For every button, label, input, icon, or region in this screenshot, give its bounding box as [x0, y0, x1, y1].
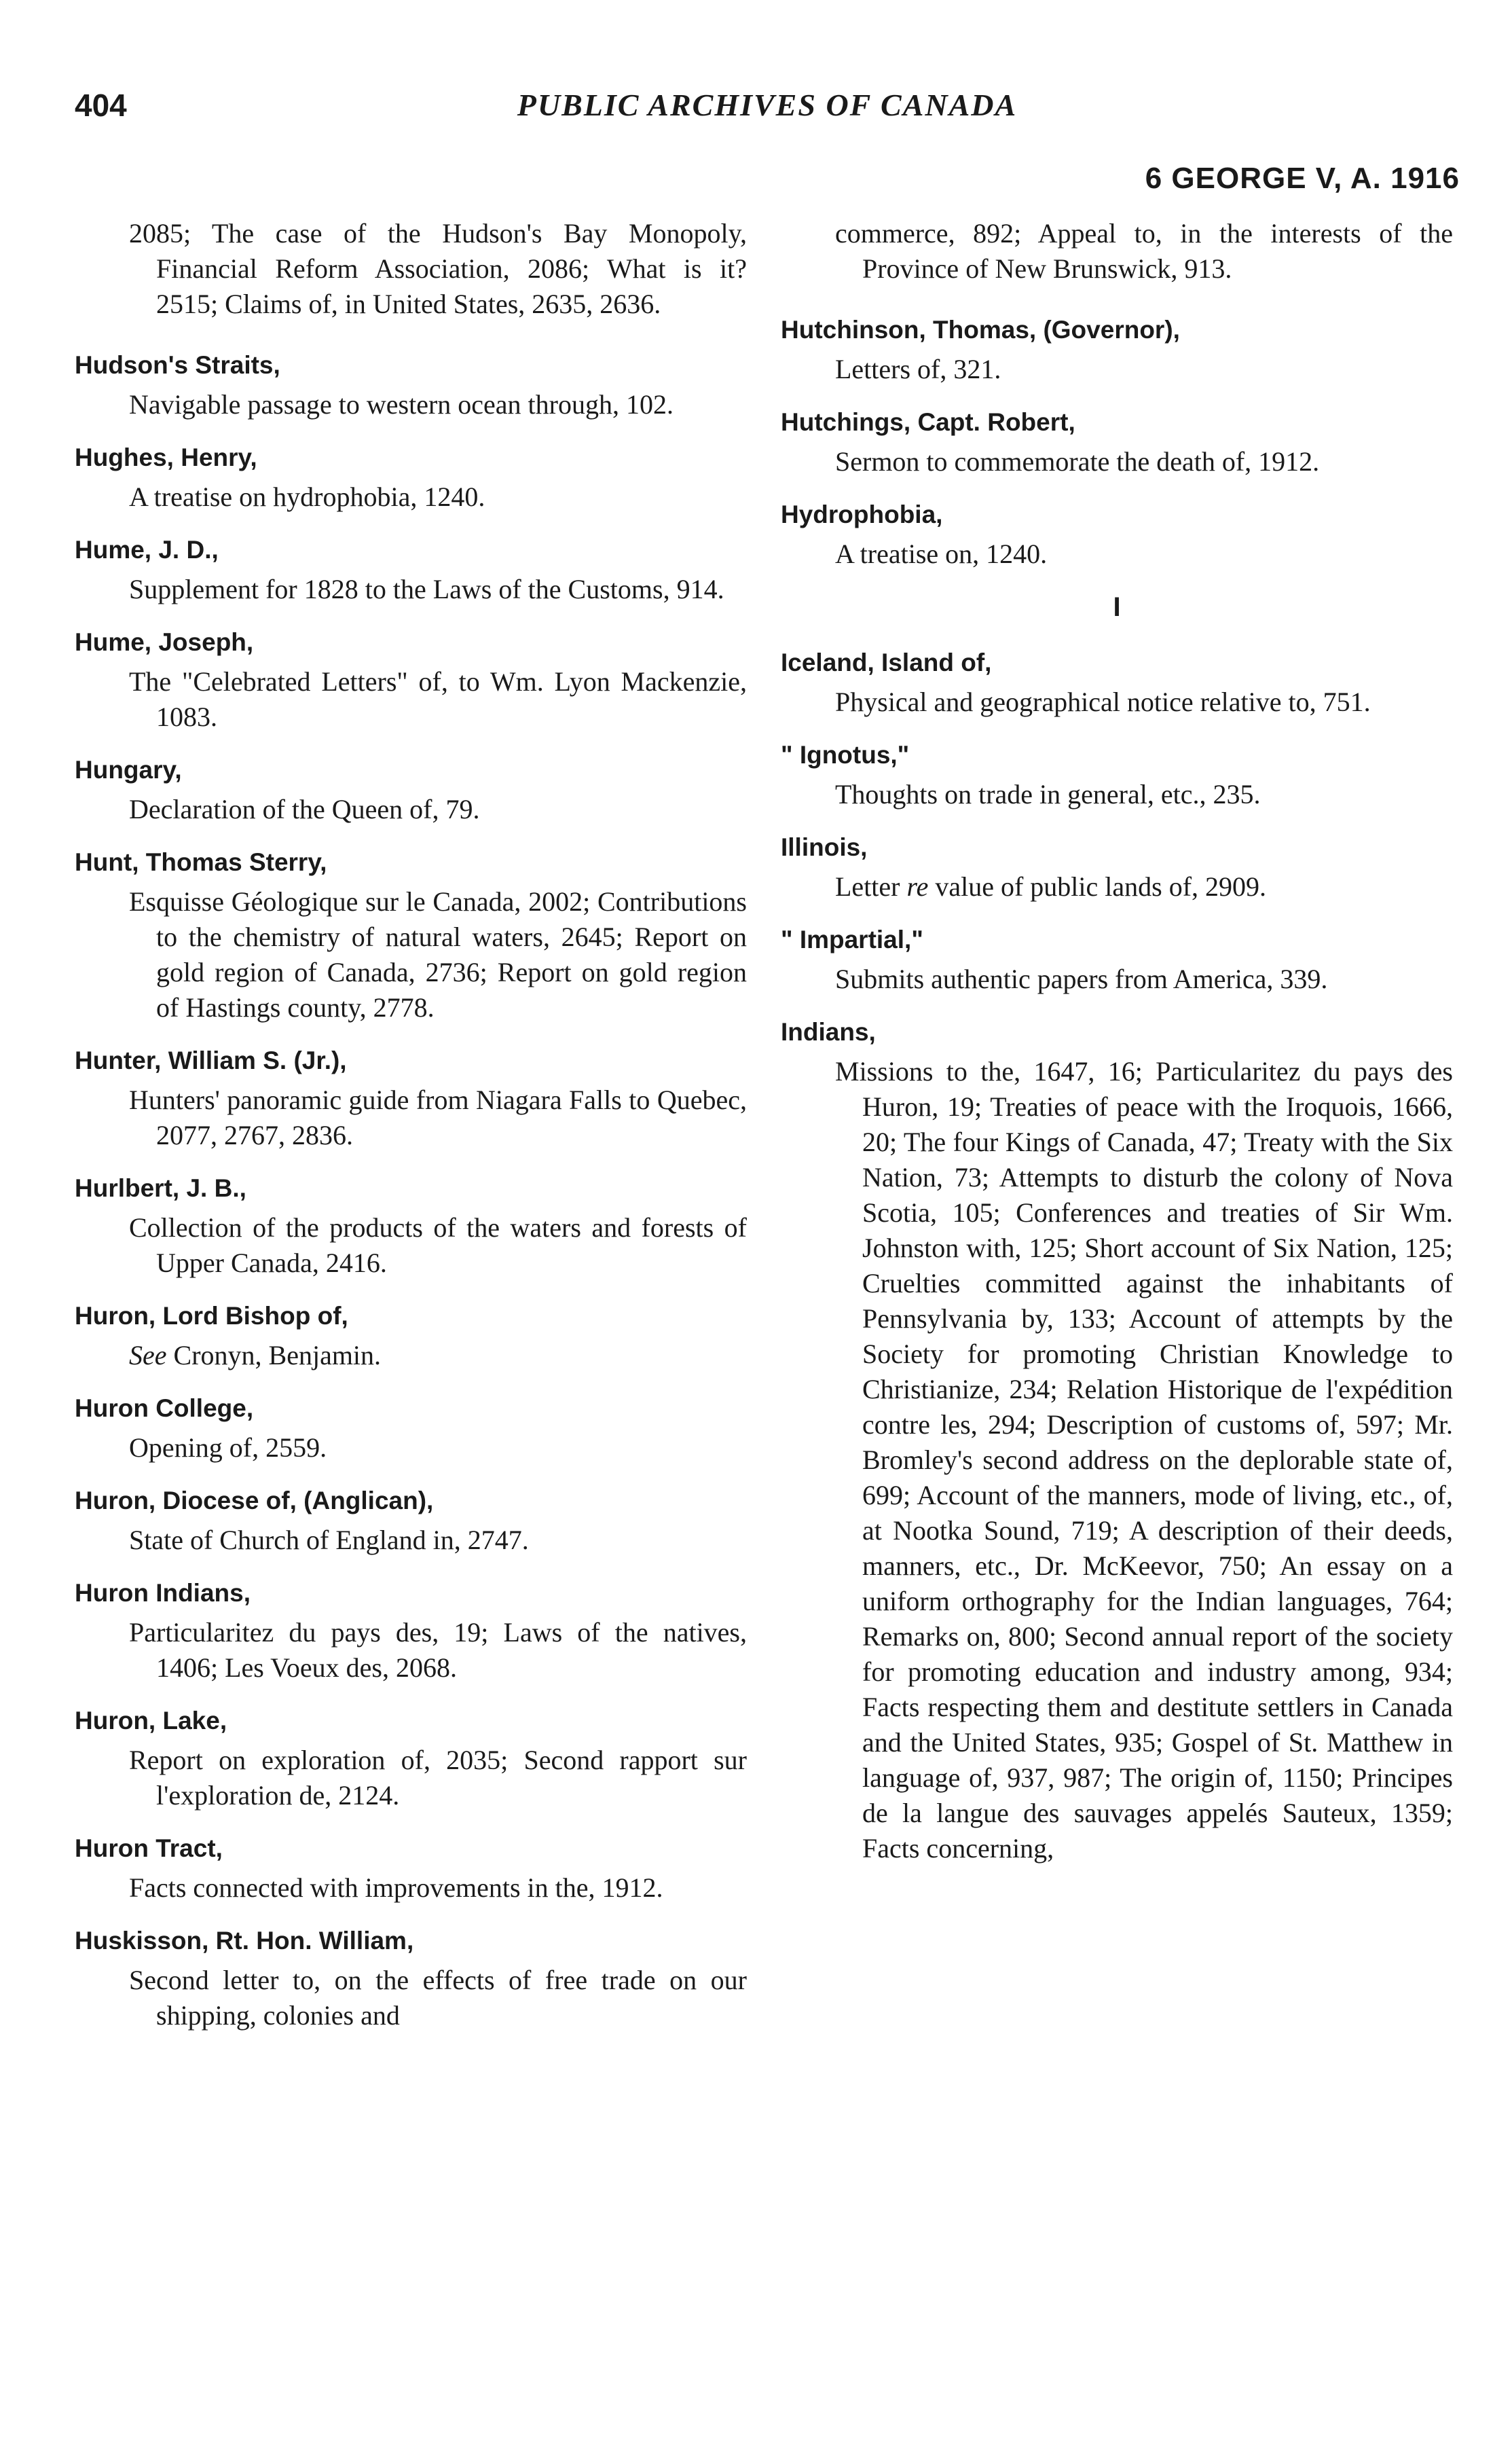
entry-heading: Huskisson, Rt. Hon. William,: [75, 1927, 414, 1955]
entry-heading: Huron College,: [75, 1394, 254, 1422]
index-entry: [781, 497, 1453, 572]
index-entry: [75, 1043, 747, 1153]
entry-heading: Huron, Lake,: [75, 1707, 227, 1734]
entry-text-part: value of public lands of, 2909.: [935, 871, 1267, 902]
index-entry: [75, 625, 747, 735]
entry-text: Facts connected with improvements in the, 1912.: [129, 1872, 663, 1903]
entry-heading: Indians,: [781, 1018, 876, 1046]
entry-text: Letters of, 321.: [835, 354, 1001, 384]
index-entry: [75, 1391, 747, 1466]
page-header: [75, 87, 1460, 195]
entry-text: Submits authentic papers from America, 339.: [835, 964, 1328, 994]
see-reference: See: [129, 1340, 167, 1370]
entry-heading: Hungary,: [75, 756, 182, 784]
entry-text: Collection of the products of the waters and forests of Upper Canada, 2416.: [129, 1212, 747, 1278]
index-entry: [75, 1298, 747, 1373]
right-column: [781, 216, 1453, 1884]
entry-text: Report on exploration of, 2035; Second rapport sur l'exploration de, 2124.: [129, 1745, 747, 1811]
entry-text: Hunters' panoramic guide from Niagara Falls to Quebec, 2077, 2767, 2836.: [129, 1085, 747, 1150]
entry-heading: " Impartial,": [781, 926, 923, 953]
entry-heading: Huron, Lord Bishop of,: [75, 1302, 348, 1330]
entry-text-part: Letter: [835, 871, 900, 902]
entry-heading: Hughes, Henry,: [75, 443, 257, 471]
index-entry: [75, 1923, 747, 2033]
entry-text: Second letter to, on the effects of free trade on our shipping, colonies and: [129, 1965, 747, 2031]
index-entry: [75, 1703, 747, 1813]
index-entry: [781, 922, 1453, 997]
entry-text: Missions to the, 1647, 16; Particularitez du pays des Huron, 19; Treaties of peace with the Iroquois, 1666, 20; The four Kings of Canada, 47; Treaty with the Six Nation, 73; Attempts to disturb the colony of Nova Scotia, 105; Conferences and treaties of Sir Wm. Johnston with, 125; Short account of Six Nation, 125; Cruelties committed against the inhabitants of Pennsylvania by, 133; Account of attempts by the Society for promoting Christian Knowledge to Christianize, 234; Relation Historique de l'expédition contre les, 294; Description of customs of, 597; Mr. Bromley's second address on the deplorable state of, 699; Account of the manners, mode of living, etc., of, at Nootka Sound, 719; A description of their deeds, manners, etc., Dr. McKeevor, 750; An essay on a uniform orthography for the Indian languages, 764; Remarks on, 800; Second annual report of the society for promoting education and industry among, 934; Facts respecting them and destitute settlers in Canada and the United States, 935; Gospel of St. Matthew in language of, 937, 987; The origin of, 1150; Principes de la langue des sauvages appelés Sauteux, 1359; Facts concerning,: [835, 1056, 1453, 1864]
entry-text: Esquisse Géologique sur le Canada, 2002; Contributions to the chemistry of natural waters, 2645; Report on gold region of Canada, 2736; Report on gold region of Hastings county, 2778.: [129, 886, 747, 1023]
entry-text: Physical and geographical notice relative to, 751.: [835, 687, 1371, 717]
entry-heading: Iceland, Island of,: [781, 649, 992, 676]
entry-text: Declaration of the Queen of, 79.: [129, 794, 480, 824]
continued-entry: [75, 216, 747, 322]
index-entry: [75, 845, 747, 1025]
entry-heading: Hume, J. D.,: [75, 536, 219, 564]
entry-heading: Hunter, William S. (Jr.),: [75, 1047, 347, 1074]
index-entry: [75, 1171, 747, 1281]
entry-text: commerce, 892; Appeal to, in the interests of the Province of New Brunswick, 913.: [835, 218, 1453, 284]
entry-heading: Illinois,: [781, 833, 868, 861]
continued-entry: [781, 216, 1453, 287]
entry-heading: Hurlbert, J. B.,: [75, 1174, 246, 1202]
entry-text: Thoughts on trade in general, etc., 235.: [835, 779, 1261, 810]
page-number: 404: [75, 88, 127, 123]
entry-heading: " Ignotus,": [781, 741, 910, 769]
entry-text: Supplement for 1828 to the Laws of the Customs, 914.: [129, 574, 724, 604]
index-entry: [781, 830, 1453, 905]
index-entry: [781, 1015, 1453, 1866]
entry-heading: Hutchings, Capt. Robert,: [781, 408, 1075, 436]
entry-heading: Hume, Joseph,: [75, 628, 254, 656]
entry-heading: Hydrophobia,: [781, 501, 943, 528]
entry-heading: Huron Tract,: [75, 1834, 223, 1862]
index-entry: [75, 1576, 747, 1686]
entry-text: 2085; The case of the Hudson's Bay Monopoly, Financial Reform Association, 2086; What is it? 2515; Claims of, in United States, 2635, 2636.: [129, 218, 747, 319]
entry-text: Particularitez du pays des, 19; Laws of the natives, 1406; Les Voeux des, 2068.: [129, 1617, 747, 1683]
entry-heading: Huron Indians,: [75, 1579, 251, 1607]
session-mark: 6 GEORGE V, A. 1916: [1145, 162, 1460, 195]
entry-heading: Hunt, Thomas Sterry,: [75, 848, 327, 876]
entry-heading: Hutchinson, Thomas, (Governor),: [781, 316, 1180, 344]
index-entry: [75, 532, 747, 607]
index-entry: [75, 1483, 747, 1558]
entry-text: Navigable passage to western ocean through, 102.: [129, 389, 674, 420]
index-entry: [75, 440, 747, 515]
entry-text: [808, 869, 1453, 905]
see-target: Cronyn, Benjamin.: [173, 1340, 382, 1370]
section-letter: I: [1113, 592, 1121, 622]
entry-text: A treatise on hydrophobia, 1240.: [129, 481, 485, 512]
index-entry: [781, 312, 1453, 387]
index-entry: [781, 405, 1453, 479]
index-entry: [75, 348, 747, 422]
left-column: [75, 216, 747, 2051]
entry-text: The "Celebrated Letters" of, to Wm. Lyon Mackenzie, 1083.: [129, 666, 747, 732]
entry-text: [102, 1338, 747, 1373]
entry-text: Sermon to commemorate the death of, 1912.: [835, 446, 1320, 477]
entry-heading: Huron, Diocese of, (Anglican),: [75, 1487, 434, 1514]
entry-text: Opening of, 2559.: [129, 1432, 327, 1463]
index-entry: [75, 752, 747, 827]
index-entry: [781, 738, 1453, 812]
index-entry: [75, 1831, 747, 1906]
entry-text: State of Church of England in, 2747.: [129, 1525, 529, 1555]
index-entry: [781, 645, 1453, 720]
entry-text: A treatise on, 1240.: [835, 539, 1048, 569]
running-title: PUBLIC ARCHIVES OF CANADA: [517, 88, 1018, 122]
entry-text-italic: re: [906, 871, 929, 902]
entry-heading: Hudson's Straits,: [75, 351, 280, 379]
